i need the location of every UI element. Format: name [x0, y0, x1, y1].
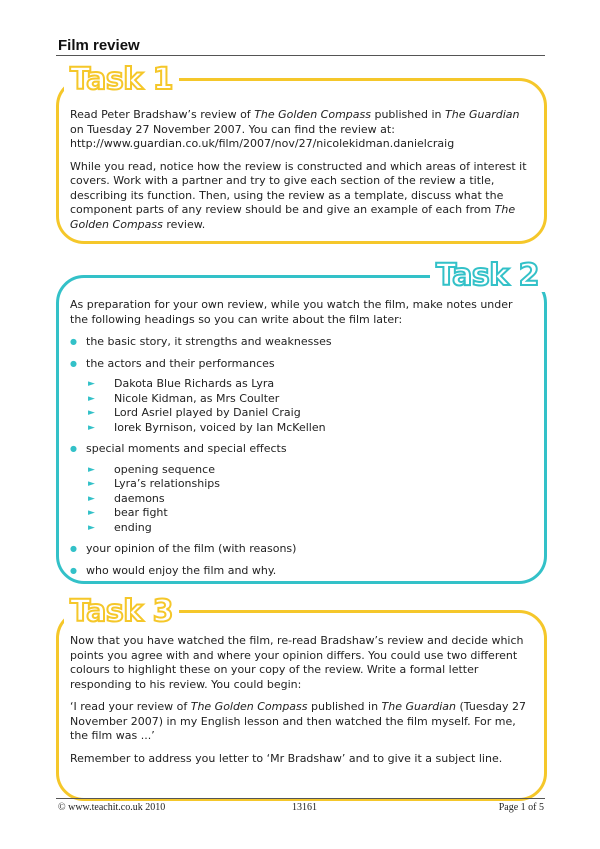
list-item: ● special moments and special effects ► opening sequence ► Lyra’s relationships ► daemons ► bear fight ► ending — [70, 442, 530, 535]
task-1-content — [70, 108, 530, 240]
list-item: ● the actors and their performances ► Dakota Blue Richards as Lyra ► Nicole Kidman, as Mrs Coulter ► Lord Asriel played by Daniel Craig ► Iorek Byrnison, voiced by Ian McKellen — [70, 357, 530, 436]
footer-page-number: Page 1 of 5 — [498, 802, 544, 813]
task-1-paragraph-2: While you read, notice how the review is constructed and which areas of interest it covers. Work with a partner and try to give each section of the review a title, describing its function. Then, using the review as a template, discuss what the component parts of any review should be and give an example of each from The Golden Compass review. — [70, 159, 527, 231]
sub-list-item: ► opening sequence — [86, 463, 530, 478]
sub-list-item: ► Lyra’s relationships — [86, 477, 530, 492]
task-3-content — [70, 634, 530, 774]
moments-sublist — [86, 463, 530, 536]
header-divider — [56, 55, 545, 56]
task-2-list — [70, 335, 530, 578]
list-item: ● the basic story, it strengths and weaknesses — [70, 335, 530, 350]
page-title: Film review — [58, 37, 140, 54]
sub-list-item: ► ending — [86, 521, 530, 536]
task-3-paragraph-1: Now that you have watched the film, re-read Bradshaw’s review and decide which points you agree with and where your opinion differs. You could use two different colours to highlight these on your copy of the review. Write a formal letter responding to his review. You could begin: — [70, 634, 524, 691]
task-2-intro: As preparation for your own review, while you watch the film, make notes under the following headings so you can write about the film later: — [70, 298, 513, 326]
list-item: ● your opinion of the film (with reasons) — [70, 542, 530, 557]
sub-list-item: ► bear fight — [86, 506, 530, 521]
task-2-content — [70, 298, 530, 585]
footer-copyright: © www.teachit.co.uk 2010 — [58, 802, 166, 813]
footer-resource-code: 13161 — [292, 802, 317, 813]
actors-sublist — [86, 377, 530, 435]
sub-list-item: ► Lord Asriel played by Daniel Craig — [86, 406, 530, 421]
task-2-label: Task 2 — [430, 260, 545, 292]
sub-list-item: ► Iorek Byrnison, voiced by Ian McKellen — [86, 421, 530, 436]
sub-list-item: ► Nicole Kidman, as Mrs Coulter — [86, 392, 530, 407]
task-3-label: Task 3 — [64, 596, 179, 628]
task-1-label: Task 1 — [64, 64, 179, 96]
footer-divider — [56, 798, 545, 799]
sub-list-item: ► Dakota Blue Richards as Lyra — [86, 377, 530, 392]
task-3-paragraph-2: ‘I read your review of The Golden Compass published in The Guardian (Tuesday 27 November 2007) in my English lesson and then watched the film myself. For me, the film was ...’ — [70, 700, 527, 742]
review-url: http://www.guardian.co.uk/film/2007/nov/27/nicolekidman.danielcraig — [70, 137, 455, 150]
task-3-paragraph-3: Remember to address you letter to ‘Mr Bradshaw’ and to give it a subject line. — [70, 751, 503, 765]
sub-list-item: ► daemons — [86, 492, 530, 507]
list-item: ● who would enjoy the film and why. — [70, 564, 530, 579]
task-1-paragraph-1: Read Peter Bradshaw’s review of The Golden Compass published in The Guardian on Tuesday 27 November 2007. You can find the review at: http://www.guardian.co.uk/film/2007/nov/27/nicolekidman.danielcraig — [70, 108, 520, 150]
